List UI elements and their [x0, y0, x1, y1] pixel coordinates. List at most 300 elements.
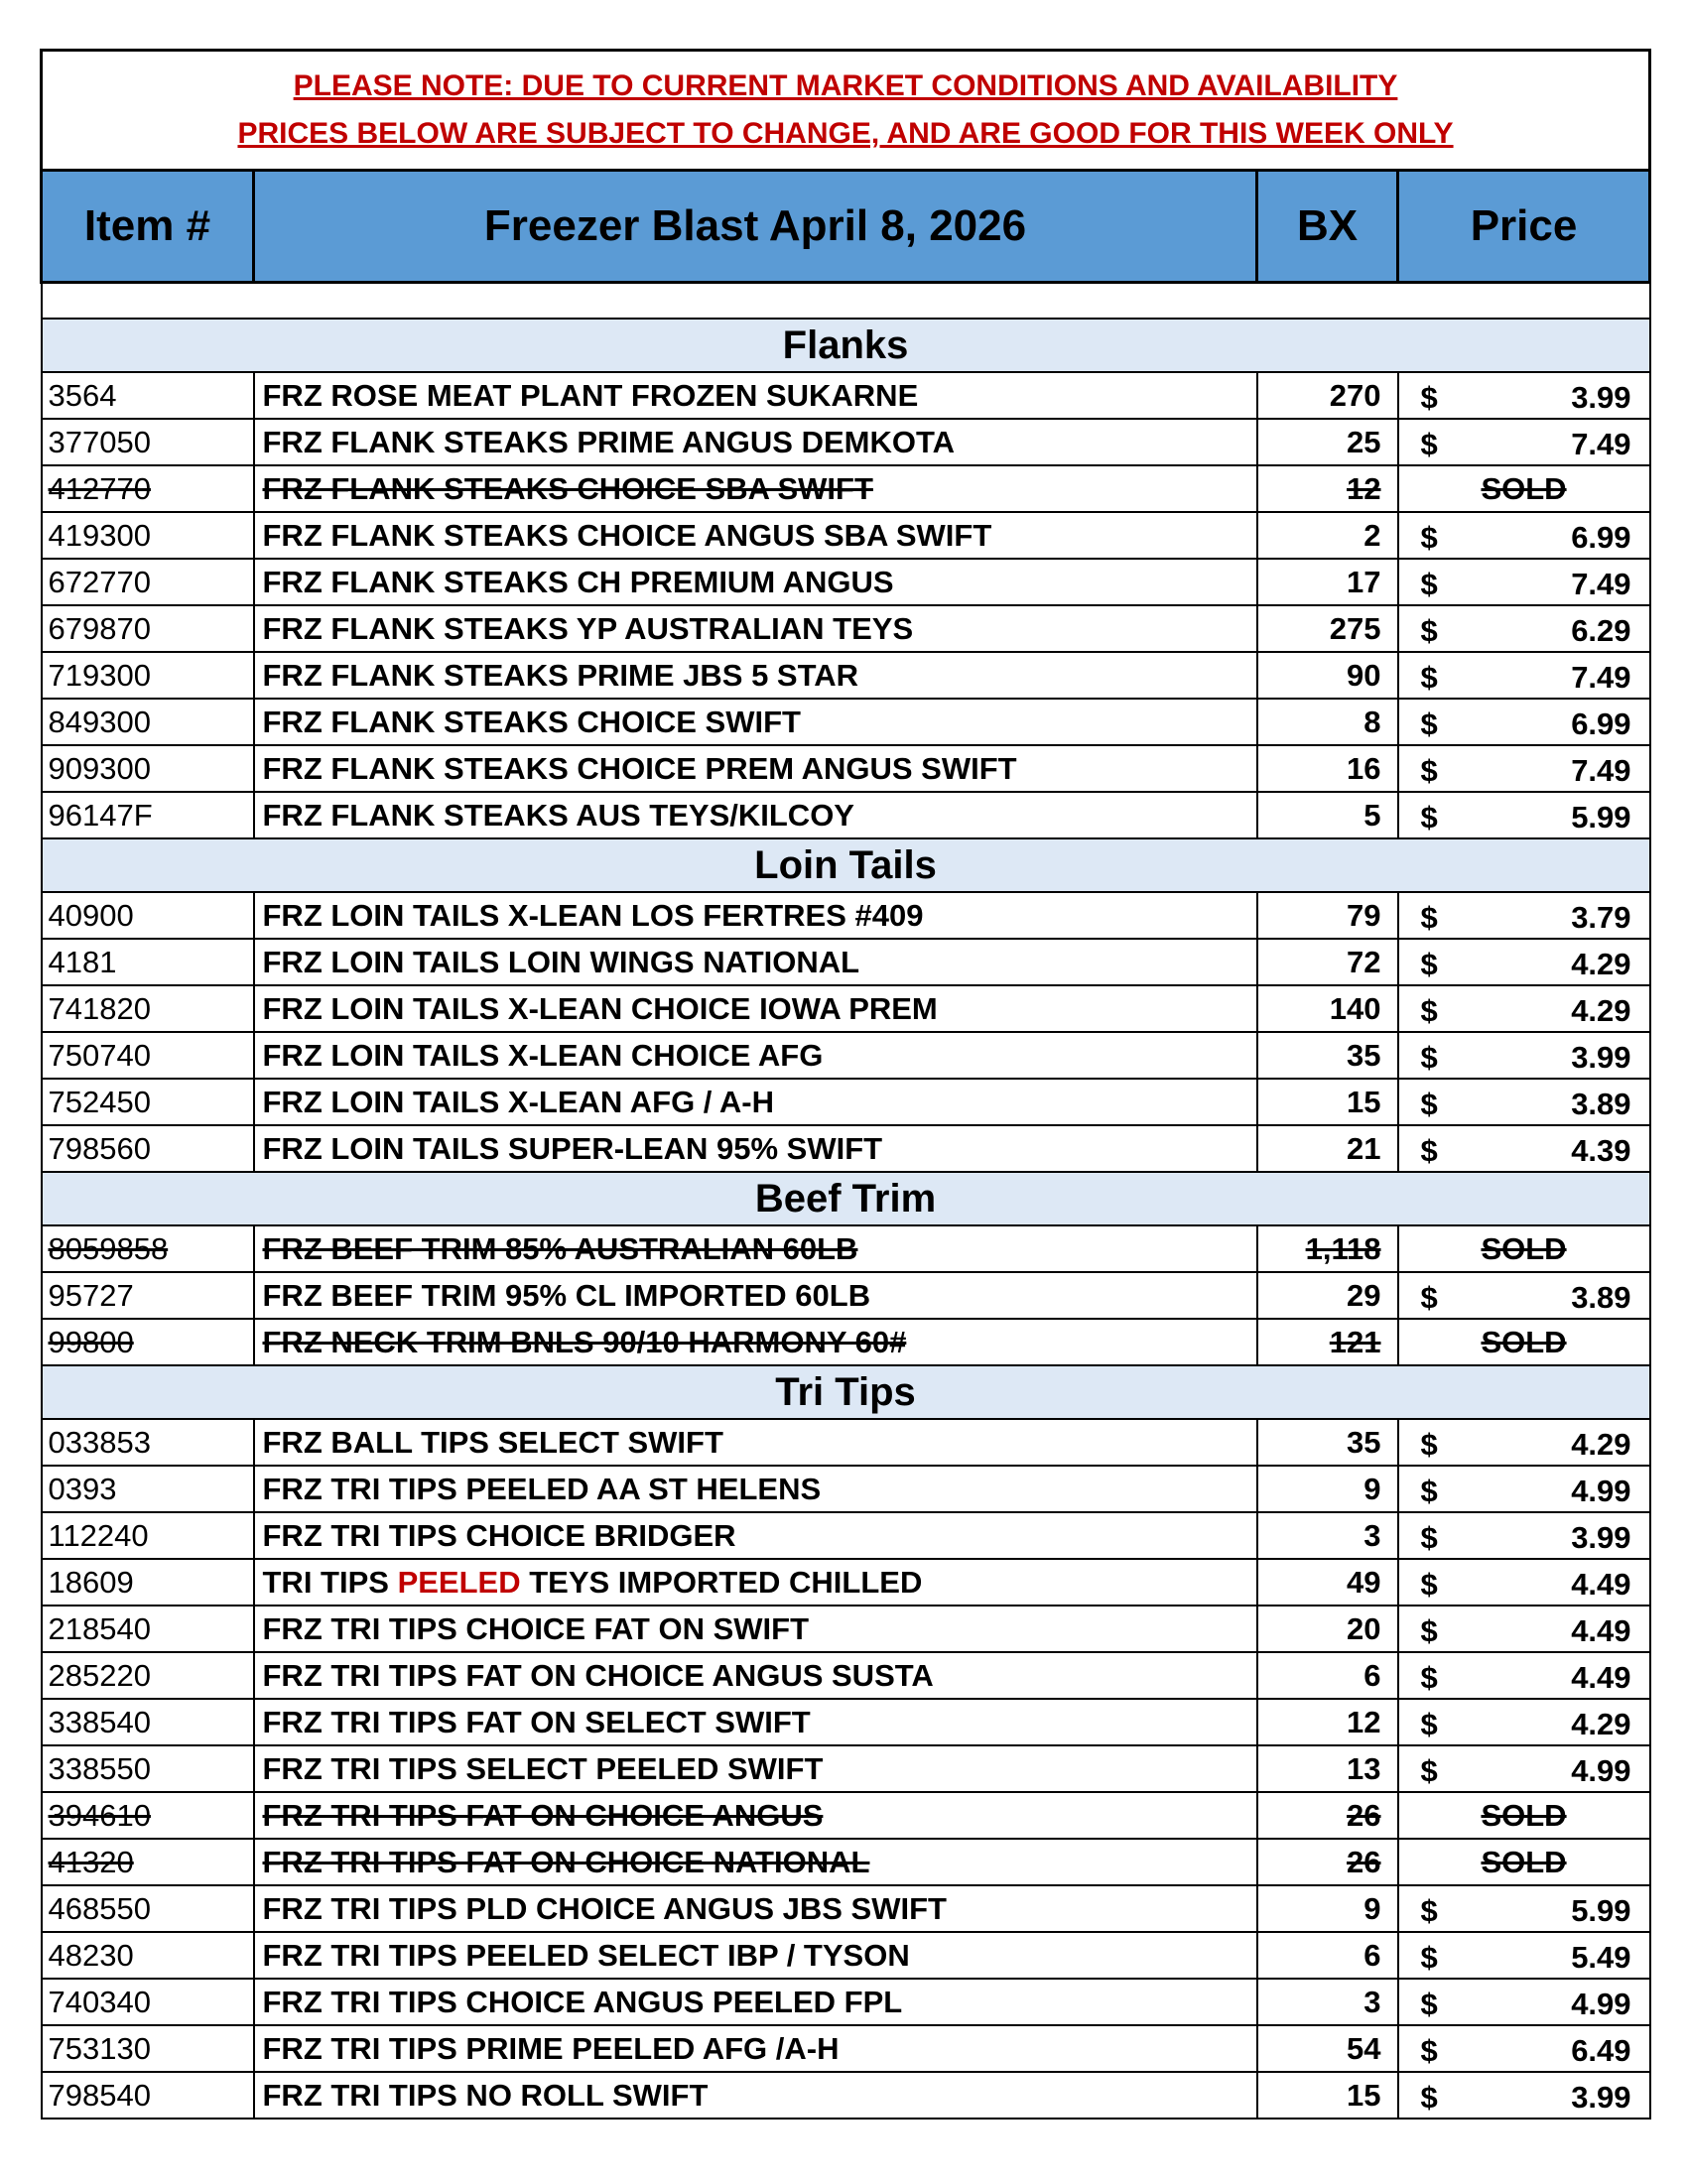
price-value: 5.49 — [1571, 1940, 1631, 1975]
currency-symbol: $ — [1420, 1660, 1438, 1695]
sold-label: SOLD — [1481, 1844, 1567, 1879]
item-number: 798560 — [48, 1130, 151, 1166]
category-title: Loin Tails — [42, 838, 1650, 892]
price-cell — [1398, 939, 1650, 985]
table-row — [42, 1272, 1650, 1319]
item-number: 412770 — [48, 470, 151, 506]
item-cell — [42, 792, 254, 838]
currency-symbol: $ — [1420, 1613, 1438, 1648]
description: FRZ TRI TIPS FAT ON CHOICE NATIONAL — [262, 1844, 870, 1879]
description-cell — [254, 1272, 1257, 1319]
item-number: 740340 — [48, 1984, 151, 2019]
box-count: 17 — [1347, 564, 1381, 599]
bx-cell — [1257, 1932, 1398, 1979]
item-number: 40900 — [48, 897, 134, 933]
currency-symbol: $ — [1420, 993, 1438, 1028]
bx-cell — [1257, 1079, 1398, 1125]
table-row — [42, 2072, 1650, 2119]
description-cell — [254, 559, 1257, 605]
bx-cell — [1257, 1032, 1398, 1079]
price-cell — [1398, 1606, 1650, 1652]
bx-cell — [1257, 559, 1398, 605]
price-value: 4.29 — [1571, 1427, 1631, 1462]
box-count: 16 — [1347, 750, 1381, 786]
price-value: 6.49 — [1571, 2033, 1631, 2068]
box-count: 140 — [1329, 990, 1381, 1026]
description: FRZ TRI TIPS FAT ON SELECT SWIFT — [262, 1704, 811, 1739]
item-cell — [42, 1792, 254, 1839]
box-count: 6 — [1363, 1937, 1381, 1973]
price-cell — [1398, 792, 1650, 838]
description: FRZ TRI TIPS NO ROLL SWIFT — [262, 2077, 709, 2113]
box-count: 9 — [1363, 1890, 1381, 1926]
bx-cell — [1257, 1699, 1398, 1745]
description-cell — [254, 1606, 1257, 1652]
price-cell — [1398, 985, 1650, 1032]
price-value: 4.49 — [1571, 1613, 1631, 1648]
price-value: 4.49 — [1571, 1660, 1631, 1695]
bx-cell — [1257, 1466, 1398, 1512]
box-count: 29 — [1347, 1277, 1381, 1313]
price-value: 4.49 — [1571, 1567, 1631, 1602]
table-row — [42, 1699, 1650, 1745]
table-row — [42, 1606, 1650, 1652]
description-cell — [254, 792, 1257, 838]
item-cell — [42, 1652, 254, 1699]
item-number: 753130 — [48, 2030, 151, 2066]
bx-cell — [1257, 792, 1398, 838]
notice-banner — [42, 51, 1650, 171]
box-count: 26 — [1347, 1797, 1381, 1833]
description-cell — [254, 372, 1257, 419]
price-value: 6.29 — [1571, 613, 1631, 648]
price-value: 7.49 — [1571, 427, 1631, 461]
price-cell — [1398, 1319, 1650, 1365]
sold-label: SOLD — [1481, 1230, 1567, 1266]
description: FRZ LOIN TAILS X-LEAN CHOICE IOWA PREM — [262, 990, 938, 1026]
description: FRZ TRI TIPS CHOICE BRIDGER — [262, 1517, 736, 1553]
description: FRZ LOIN TAILS LOIN WINGS NATIONAL — [262, 944, 860, 979]
description: FRZ FLANK STEAKS CHOICE SBA SWIFT — [262, 470, 873, 506]
box-count: 1,118 — [1305, 1230, 1381, 1266]
box-count: 79 — [1347, 897, 1381, 933]
item-number: 798540 — [48, 2077, 151, 2113]
price-cell — [1398, 745, 1650, 792]
item-number: 672770 — [48, 564, 151, 599]
price-cell — [1398, 2072, 1650, 2119]
bx-cell — [1257, 1125, 1398, 1172]
item-cell — [42, 1319, 254, 1365]
price-cell — [1398, 1792, 1650, 1839]
table-row — [42, 2025, 1650, 2072]
table-row — [42, 1466, 1650, 1512]
description: FRZ LOIN TAILS X-LEAN LOS FERTRES #409 — [262, 897, 924, 933]
price-cell — [1398, 1885, 1650, 1932]
spacer-row — [42, 283, 1650, 320]
bx-cell — [1257, 1792, 1398, 1839]
currency-symbol: $ — [1420, 1133, 1438, 1168]
category-row — [42, 1365, 1650, 1419]
sold-label: SOLD — [1481, 470, 1567, 506]
table-row — [42, 1652, 1650, 1699]
currency-symbol: $ — [1420, 380, 1438, 415]
description-cell — [254, 745, 1257, 792]
price-cell — [1398, 1512, 1650, 1559]
table-row — [42, 1512, 1650, 1559]
currency-symbol: $ — [1420, 1987, 1438, 2021]
box-count: 275 — [1329, 610, 1381, 646]
box-count: 90 — [1347, 657, 1381, 693]
item-cell — [42, 745, 254, 792]
item-cell — [42, 465, 254, 512]
table-row — [42, 465, 1650, 512]
currency-symbol: $ — [1420, 427, 1438, 461]
item-number: 468550 — [48, 1890, 151, 1926]
item-cell — [42, 652, 254, 699]
currency-symbol: $ — [1420, 613, 1438, 648]
description-cell — [254, 1885, 1257, 1932]
table-row — [42, 1319, 1650, 1365]
box-count: 5 — [1363, 797, 1381, 833]
description: FRZ LOIN TAILS SUPER-LEAN 95% SWIFT — [262, 1130, 883, 1166]
price-value: 4.99 — [1571, 1474, 1631, 1508]
table-row — [42, 419, 1650, 465]
price-cell — [1398, 419, 1650, 465]
price-value: 5.99 — [1571, 800, 1631, 835]
item-cell — [42, 1419, 254, 1466]
description-cell — [254, 652, 1257, 699]
currency-symbol: $ — [1420, 1940, 1438, 1975]
price-value: 5.99 — [1571, 1893, 1631, 1928]
item-number: 338550 — [48, 1750, 151, 1786]
category-row — [42, 319, 1650, 372]
price-cell — [1398, 1745, 1650, 1792]
table-row — [42, 892, 1650, 939]
description: FRZ FLANK STEAKS PRIME ANGUS DEMKOTA — [262, 424, 955, 459]
box-count: 13 — [1347, 1750, 1381, 1786]
item-number: 218540 — [48, 1610, 151, 1646]
description-cell — [254, 1745, 1257, 1792]
bx-column-header: BX — [1257, 171, 1398, 283]
description: FRZ TRI TIPS PEELED SELECT IBP / TYSON — [262, 1937, 910, 1973]
description-cell — [254, 1979, 1257, 2025]
price-cell — [1398, 1652, 1650, 1699]
item-number: 679870 — [48, 610, 151, 646]
item-cell — [42, 1606, 254, 1652]
price-value: 3.99 — [1571, 1040, 1631, 1075]
description-cell — [254, 605, 1257, 652]
currency-symbol: $ — [1420, 520, 1438, 555]
table-row — [42, 372, 1650, 419]
bx-cell — [1257, 1885, 1398, 1932]
item-number: 96147F — [48, 797, 153, 833]
description: FRZ BEEF TRIM 85% AUSTRALIAN 60LB — [262, 1230, 858, 1266]
item-cell — [42, 1932, 254, 1979]
currency-symbol: $ — [1420, 800, 1438, 835]
price-cell — [1398, 1839, 1650, 1885]
currency-symbol: $ — [1420, 1893, 1438, 1928]
price-value: 3.99 — [1571, 380, 1631, 415]
currency-symbol: $ — [1420, 1520, 1438, 1555]
description: FRZ TRI TIPS PRIME PEELED AFG /A-H — [262, 2030, 840, 2066]
bx-cell — [1257, 1606, 1398, 1652]
item-cell — [42, 419, 254, 465]
item-cell — [42, 1225, 254, 1272]
item-cell — [42, 559, 254, 605]
table-row — [42, 1419, 1650, 1466]
item-number: 419300 — [48, 517, 151, 553]
item-cell — [42, 892, 254, 939]
description: FRZ TRI TIPS SELECT PEELED SWIFT — [262, 1750, 824, 1786]
box-count: 270 — [1329, 377, 1381, 413]
notice-line-2: PRICES BELOW ARE SUBJECT TO CHANGE, AND ARE GOOD FOR THIS WEEK ONLY — [237, 117, 1454, 150]
item-number: 849300 — [48, 704, 151, 739]
table-row — [42, 985, 1650, 1032]
item-cell — [42, 985, 254, 1032]
price-cell — [1398, 1125, 1650, 1172]
price-cell — [1398, 892, 1650, 939]
box-count: 25 — [1347, 424, 1381, 459]
description-cell — [254, 1792, 1257, 1839]
item-number: 112240 — [48, 1517, 149, 1553]
description: FRZ FLANK STEAKS PRIME JBS 5 STAR — [262, 657, 859, 693]
bx-cell — [1257, 1319, 1398, 1365]
price-cell — [1398, 699, 1650, 745]
box-count: 54 — [1347, 2030, 1381, 2066]
category-title: Beef Trim — [42, 1172, 1650, 1225]
price-value: 4.29 — [1571, 1707, 1631, 1741]
description-cell — [254, 1225, 1257, 1272]
box-count: 12 — [1347, 470, 1381, 506]
item-number: 4181 — [48, 944, 117, 979]
bx-cell — [1257, 939, 1398, 985]
item-cell — [42, 1839, 254, 1885]
item-cell — [42, 1272, 254, 1319]
sold-label: SOLD — [1481, 1797, 1567, 1833]
item-cell — [42, 2072, 254, 2119]
description-cell — [254, 699, 1257, 745]
bx-cell — [1257, 465, 1398, 512]
box-count: 20 — [1347, 1610, 1381, 1646]
table-row — [42, 1885, 1650, 1932]
description-cell — [254, 2072, 1257, 2119]
item-column-header: Item # — [42, 171, 254, 283]
currency-symbol: $ — [1420, 900, 1438, 935]
price-value: 3.99 — [1571, 2080, 1631, 2115]
item-cell — [42, 1885, 254, 1932]
table-row — [42, 512, 1650, 559]
item-cell — [42, 1745, 254, 1792]
currency-symbol: $ — [1420, 707, 1438, 741]
table-row — [42, 559, 1650, 605]
item-number: 3564 — [48, 377, 117, 413]
description-cell — [254, 1079, 1257, 1125]
price-cell — [1398, 652, 1650, 699]
item-number: 741820 — [48, 990, 151, 1026]
description-part: TRI TIPS — [262, 1564, 398, 1600]
category-title: Flanks — [42, 319, 1650, 372]
description-cell — [254, 1419, 1257, 1466]
item-number: 909300 — [48, 750, 151, 786]
box-count: 15 — [1347, 1084, 1381, 1119]
description-cell — [254, 1652, 1257, 1699]
table-row — [42, 1225, 1650, 1272]
item-number: 41320 — [48, 1844, 134, 1879]
bx-cell — [1257, 892, 1398, 939]
description-cell — [254, 1699, 1257, 1745]
item-number: 394610 — [48, 1797, 151, 1833]
box-count: 6 — [1363, 1657, 1381, 1693]
item-number: 719300 — [48, 657, 151, 693]
price-cell — [1398, 1559, 1650, 1606]
price-cell — [1398, 372, 1650, 419]
price-cell — [1398, 2025, 1650, 2072]
item-cell — [42, 1699, 254, 1745]
notice-line-1: PLEASE NOTE: DUE TO CURRENT MARKET CONDITIONS AND AVAILABILITY — [293, 69, 1398, 102]
bx-cell — [1257, 985, 1398, 1032]
price-cell — [1398, 465, 1650, 512]
item-number: 95727 — [48, 1277, 134, 1313]
box-count: 49 — [1347, 1564, 1381, 1600]
currency-symbol: $ — [1420, 1040, 1438, 1075]
description: FRZ FLANK STEAKS CH PREMIUM ANGUS — [262, 564, 894, 599]
currency-symbol: $ — [1420, 753, 1438, 788]
item-number: 285220 — [48, 1657, 151, 1693]
item-number: 48230 — [48, 1937, 134, 1973]
bx-cell — [1257, 1839, 1398, 1885]
category-row — [42, 1172, 1650, 1225]
description-cell — [254, 939, 1257, 985]
currency-symbol: $ — [1420, 2080, 1438, 2115]
item-cell — [42, 1979, 254, 2025]
price-cell — [1398, 1466, 1650, 1512]
item-number: 0393 — [48, 1471, 117, 1506]
price-cell — [1398, 1419, 1650, 1466]
bx-cell — [1257, 1559, 1398, 1606]
currency-symbol: $ — [1420, 1474, 1438, 1508]
item-number: 338540 — [48, 1704, 151, 1739]
item-number: 033853 — [48, 1424, 151, 1460]
description: FRZ BEEF TRIM 95% CL IMPORTED 60LB — [262, 1277, 871, 1313]
spacer-cell — [42, 283, 1650, 320]
item-number: 99800 — [48, 1324, 134, 1359]
item-cell — [42, 1466, 254, 1512]
price-value: 4.99 — [1571, 1987, 1631, 2021]
price-cell — [1398, 1932, 1650, 1979]
description-cell — [254, 892, 1257, 939]
table-row — [42, 745, 1650, 792]
description-highlight: PEELED — [397, 1564, 521, 1600]
currency-symbol: $ — [1420, 1087, 1438, 1121]
bx-cell — [1257, 1225, 1398, 1272]
box-count: 3 — [1363, 1517, 1381, 1553]
description: FRZ FLANK STEAKS CHOICE ANGUS SBA SWIFT — [262, 517, 992, 553]
item-cell — [42, 1032, 254, 1079]
price-cell — [1398, 1272, 1650, 1319]
item-cell — [42, 1559, 254, 1606]
bx-cell — [1257, 745, 1398, 792]
description-part: TEYS IMPORTED CHILLED — [520, 1564, 923, 1600]
description-cell — [254, 1032, 1257, 1079]
item-cell — [42, 512, 254, 559]
table-row — [42, 1559, 1650, 1606]
description: FRZ TRI TIPS FAT ON CHOICE ANGUS — [262, 1797, 824, 1833]
currency-symbol: $ — [1420, 567, 1438, 601]
item-cell — [42, 1512, 254, 1559]
price-value: 3.79 — [1571, 900, 1631, 935]
description: FRZ NECK TRIM BNLS 90/10 HARMONY 60# — [262, 1324, 907, 1359]
currency-symbol: $ — [1420, 1427, 1438, 1462]
table-row — [42, 1839, 1650, 1885]
price-value: 7.49 — [1571, 753, 1631, 788]
description: FRZ FLANK STEAKS CHOICE PREM ANGUS SWIFT — [262, 750, 1017, 786]
box-count: 15 — [1347, 2077, 1381, 2113]
currency-symbol: $ — [1420, 1567, 1438, 1602]
table-row — [42, 605, 1650, 652]
price-value: 3.89 — [1571, 1280, 1631, 1315]
price-cell — [1398, 1079, 1650, 1125]
description-cell — [254, 465, 1257, 512]
description: FRZ TRI TIPS CHOICE FAT ON SWIFT — [262, 1610, 810, 1646]
description-cell — [254, 1125, 1257, 1172]
price-cell — [1398, 1032, 1650, 1079]
item-cell — [42, 372, 254, 419]
price-value: 4.39 — [1571, 1133, 1631, 1168]
price-cell — [1398, 1699, 1650, 1745]
currency-symbol: $ — [1420, 1707, 1438, 1741]
description: FRZ BALL TIPS SELECT SWIFT — [262, 1424, 723, 1460]
description-cell — [254, 1559, 1257, 1606]
price-value: 4.29 — [1571, 947, 1631, 981]
description-cell — [254, 419, 1257, 465]
item-number: 752450 — [48, 1084, 151, 1119]
description-cell — [254, 2025, 1257, 2072]
description-cell — [254, 1466, 1257, 1512]
price-value: 6.99 — [1571, 520, 1631, 555]
box-count: 21 — [1347, 1130, 1381, 1166]
description: FRZ TRI TIPS PLD CHOICE ANGUS JBS SWIFT — [262, 1890, 947, 1926]
description-cell — [254, 985, 1257, 1032]
price-column-header: Price — [1398, 171, 1650, 283]
sold-label: SOLD — [1481, 1324, 1567, 1359]
sheet-title: Freezer Blast April 8, 2026 — [254, 171, 1257, 283]
box-count: 26 — [1347, 1844, 1381, 1879]
box-count: 2 — [1363, 517, 1381, 553]
column-header-row — [42, 171, 1650, 283]
description: FRZ ROSE MEAT PLANT FROZEN SUKARNE — [262, 377, 919, 413]
bx-cell — [1257, 2025, 1398, 2072]
price-sheet — [40, 49, 1651, 2120]
box-count: 8 — [1363, 704, 1381, 739]
description: FRZ TRI TIPS CHOICE ANGUS PEELED FPL — [262, 1984, 903, 2019]
item-cell — [42, 1079, 254, 1125]
table-row — [42, 1792, 1650, 1839]
description: FRZ LOIN TAILS X-LEAN AFG / A-H — [262, 1084, 774, 1119]
table-row — [42, 939, 1650, 985]
item-number: 377050 — [48, 424, 151, 459]
price-cell — [1398, 559, 1650, 605]
table-row — [42, 1079, 1650, 1125]
item-number: 8059858 — [48, 1230, 169, 1266]
bx-cell — [1257, 1272, 1398, 1319]
currency-symbol: $ — [1420, 2033, 1438, 2068]
price-cell — [1398, 605, 1650, 652]
box-count: 72 — [1347, 944, 1381, 979]
currency-symbol: $ — [1420, 660, 1438, 695]
table-row — [42, 1932, 1650, 1979]
description: FRZ TRI TIPS FAT ON CHOICE ANGUS SUSTA — [262, 1657, 934, 1693]
currency-symbol: $ — [1420, 947, 1438, 981]
